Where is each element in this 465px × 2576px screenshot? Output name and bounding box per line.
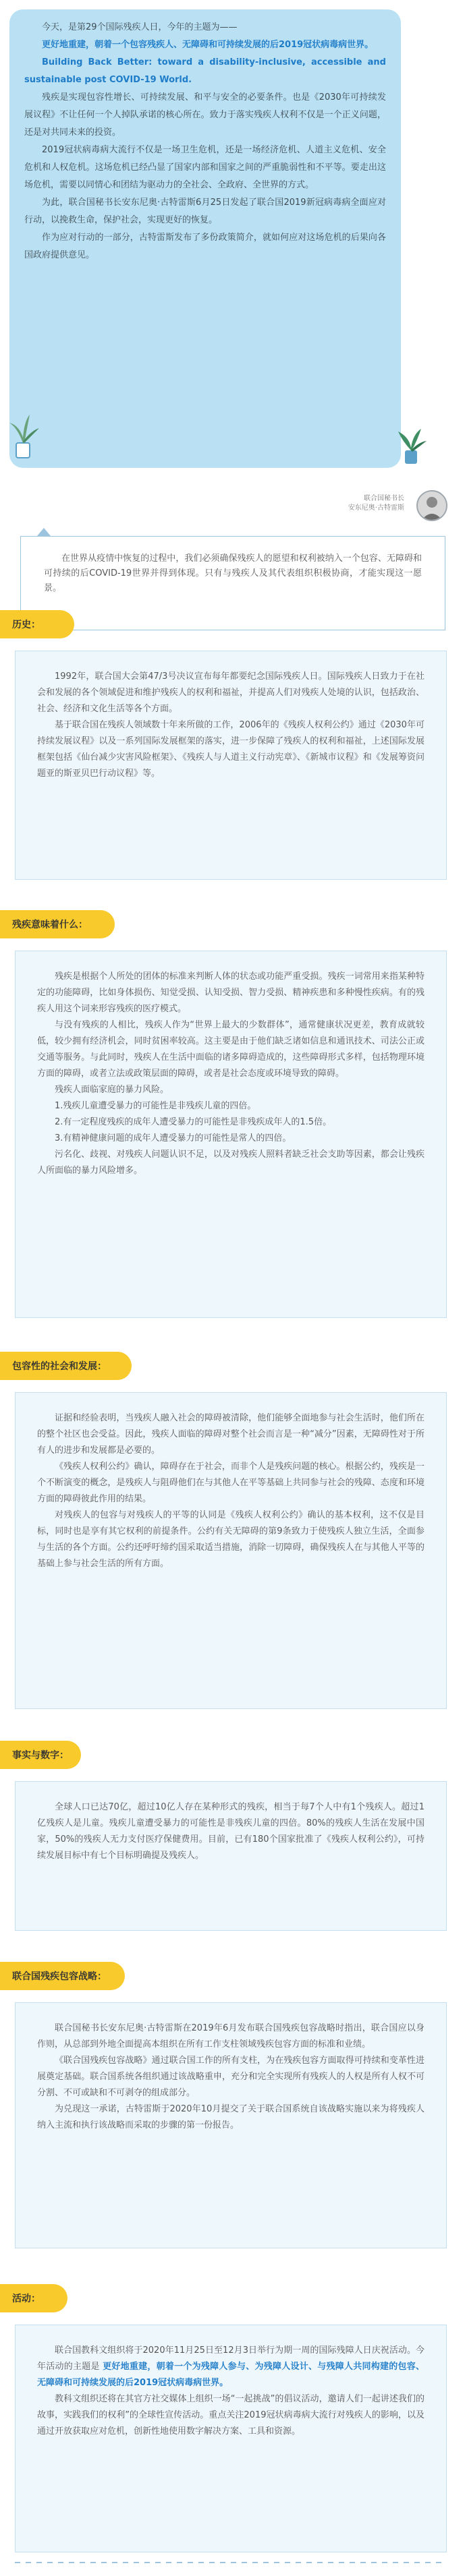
section-paragraph: 与没有残疾的人相比，残疾人作为“世界上最大的少数群体”，通常健康状况更差，教育成就较低，较少拥有经济机会，同时贫困率较高。这主要是由于他们缺乏诸如信息和通讯技术、司法公正或交通等服务。与此同时，残疾人在生活中面临的诸多障碍造成的，这些障碍形式多样，包括物理环境方面的障碍，或者立法或政策层面的障碍，或者是社会态度或环境导致的障碍。 (37, 1020, 425, 1079)
section-paragraph: 全球人口已达70亿，超过10亿人存在某种形式的残疾，相当于每7个人中有1个残疾人。超过1亿残疾人是儿童。残疾儿童遭受暴力的可能性是非残疾儿童的四倍。80%的残疾人生活在发展中国家，50%的残疾人无力支付医疗保健费用。目前，已有180个国家批准了《残疾人权利公约》，可持续发展目标中有七个目标明确提及残疾人。 (37, 1802, 425, 1861)
top-paragraph: 为此，联合国秘书长安东尼奥·古特雷斯6月25日发起了联合国2019新冠病毒病全面应对行动，以挽救生命，保护社会，实现更好的恢复。 (24, 198, 386, 225)
section-paragraph: 为兑现这一承诺，古特雷斯于2020年10月提交了关于联合国系统自该战略实施以来为将残疾人纳入主流和执行该战略而采取的步骤的第一份报告。 (37, 2104, 425, 2130)
section-paragraph: 对残疾人的包容与对残疾人的平等的认同是《残疾人权利公约》确认的基本权利，这不仅是目标，同时也是享有其它权利的前提条件。公约有关无障碍的第9条致力于使残疾人独立生活，全面参与生活的各个方面。公约还呼吁缔约国采取适当措施，消除一切障碍，确保残疾人在与其他人平等的基础上参与社会生活的所有方面。 (37, 1510, 425, 1569)
avatar (416, 490, 447, 521)
section-paragraph: 《联合国残疾包容战略》通过联合国工作的所有支柱，为在残疾包容方面取得可持续和变革性进展奠定基础。联合国系统各组织通过该战略重申，充分和完全实现所有残疾人的人权是所有人权不可分割、不可或缺和不可剥夺的组成部分。 (37, 2056, 425, 2098)
bottom-divider (15, 2562, 447, 2563)
section-paragraph: 残疾是根据个人所处的团体的标准来判断人体的状态或功能严重受损。残疾一词常用来指某种特定的功能障碍，比如身体损伤、知觉受损、认知受损、智力受损、精神疾患和多种慢性疾病。有的残疾人用这个词来形容残疾的医疗模式。 (37, 971, 425, 1014)
theme-en: Building Back Better: toward a disability-inclusive, accessible and sustainable post COVID-19 World. (24, 57, 386, 85)
section-list-item: 2.有一定程度残疾的成年人遭受暴力的可能性是非残疾成年人的1.5倍。 (55, 1117, 332, 1127)
theme-cn: 更好地重建，朝着一个包容残疾人、无障碍和可持续发展的后2019冠状病毒病世界。 (42, 40, 374, 50)
section-title-history: 历史： (0, 610, 74, 638)
section-paragraph: 联合国教科文组织将于2020年11月25日至12月3日举行为期一周的国际残障人日庆祝活动。今年活动的主题是 更好地重建，朝着一个为残障人参与、为残障人设计、与残障人共同构建的包容、无障碍和可持续发展的后2019冠状病毒病世界。 (37, 2345, 425, 2388)
section-title-facts: 事实与数字： (0, 1741, 81, 1769)
section-inclusion (15, 1392, 447, 1709)
quote-text: 在世界从疫情中恢复的过程中，我们必须确保残疾人的愿望和权利被纳入一个包容、无障碍和可持续的后COVID-19世界并得到体现。只有与残疾人及其代表组织积极协商，才能实现这一愿景。 (44, 553, 422, 593)
section-paragraph: 1992年，联合国大会第47/3号决议宣布每年都要纪念国际残疾人日。国际残疾人日致力于在社会和发展的各个领域促进和维护残疾人的权利和福祉，并提高人们对残疾人处境的认识，包括政治、社会、经济和文化生活等各个方面。 (37, 671, 425, 714)
section-title-activities: 活动： (0, 2284, 67, 2312)
section-paragraph: 《残疾人权利公约》确认，障碍存在于社会，而非个人是残疾问题的核心。根据公约，残疾是一个不断演变的概念，是残疾人与阻碍他们在与其他人在平等基础上共同参与社会的残障、态度和环境方面的障碍彼此作用的结果。 (37, 1462, 425, 1504)
signature-name: 安东尼奥·古特雷斯 (348, 504, 404, 512)
section-strategy (15, 2002, 447, 2248)
section-title-strategy: 联合国残疾包容战略： (0, 1962, 125, 1990)
top-paragraph: 作为应对行动的一部分，古特雷斯发布了多份政策简介，就如何应对这场危机的后果向各国政府提供意见。 (24, 233, 386, 260)
section-history (15, 651, 447, 880)
section-activities (15, 2325, 447, 2552)
potted-plant-icon (393, 425, 429, 467)
top-paragraph: 今天，是第29个国际残疾人日，今年的主题为—— (42, 22, 238, 32)
quote-box (20, 536, 445, 630)
section-list-item: 3.有精神健康问题的成年人遭受暴力的可能性是常人的四倍。 (55, 1133, 292, 1143)
top-paragraph: 2019冠状病毒病大流行不仅是一场卫生危机，还是一场经济危机、人道主义危机、安全危机和人权危机。这场危机已经凸显了国家内部和国家之间的严重脆弱性和不平等。要走出这场危机，需要以同情心和团结为驱动力的全社会、全政府、全世界的方式。 (24, 145, 386, 190)
activity-theme: 更好地重建，朝着一个为残障人参与、为残障人设计、与残障人共同构建的包容、无障碍和可持续发展的后2019冠状病毒病世界。 (37, 2362, 425, 2388)
top-paragraph: 残疾是实现包容性增长、可持续发展、和平与安全的必要条件。也是《2030年可持续发展议程》不让任何一个人掉队承诺的核心所在。致力于落实残疾人权利不仅是一个正义问题，还是对共同未来的投资。 (24, 92, 386, 138)
section-paragraph: 基于联合国在残疾人领域数十年来所做的工作，2006年的《残疾人权利公约》通过《2030年可持续发展议程》以及一系列国际发展框架的落实，进一步保障了残疾人的权利和福祉，上述国际发展框架包括《仙台减少灾害风险框架》、《残疾人与人道主义行动宪章》、《新城市议程》和《发展筹资问题亚的斯亚贝巴行动议程》等。 (37, 720, 425, 779)
section-paragraph: 证据和经验表明，当残疾人融入社会的障碍被清除，他们能够全面地参与社会生活时，他们所在的整个社区也会受益。因此，残疾人面临的障碍对整个社会而言是一种“减分”因素，无障碍性对于所有人的进步和发展都是必要的。 (37, 1413, 425, 1456)
section-title-inclusion: 包容性的社会和发展： (0, 1352, 132, 1380)
person-icon (418, 491, 446, 520)
section-title-disability: 残疾意味着什么： (0, 910, 115, 938)
section-facts (15, 1781, 447, 1931)
section-paragraph: 教科文组织还将在其官方社交媒体上组织一场“一起挑战”的倡议活动，邀请人们一起讲述我们的故事，实践我们的权利”的全球性宣传活动。重点关注2019冠状病毒病大流行对残疾人的影响，以及通过开放获取应对危机，创新性地使用数字解决方案、工具和资源。 (37, 2394, 425, 2436)
section-paragraph: 联合国秘书长安东尼奥·古特雷斯在2019年6月发布联合国残疾包容战略时指出，联合国应以身作则，从总部到外地全面提高本组织在所有工作支柱领域残疾包容方面的标准和业绩。 (37, 2023, 425, 2049)
section-paragraph: 污名化、歧视、对残疾人问题认识不足，以及对残疾人照料者缺乏社会支助等因素，都会让残疾人所面临的暴力风险增多。 (37, 1149, 425, 1176)
plant-icon (4, 408, 42, 462)
section-paragraph: 残疾人面临家庭的暴力风险。 (55, 1085, 169, 1095)
intro-card (9, 9, 401, 468)
signature (348, 494, 404, 513)
signature-title: 联合国秘书长 (364, 495, 404, 502)
section-disability (15, 951, 447, 1318)
pointer-triangle (37, 528, 51, 536)
section-list-item: 1.残疾儿童遭受暴力的可能性是非残疾儿童的四倍。 (55, 1101, 256, 1111)
